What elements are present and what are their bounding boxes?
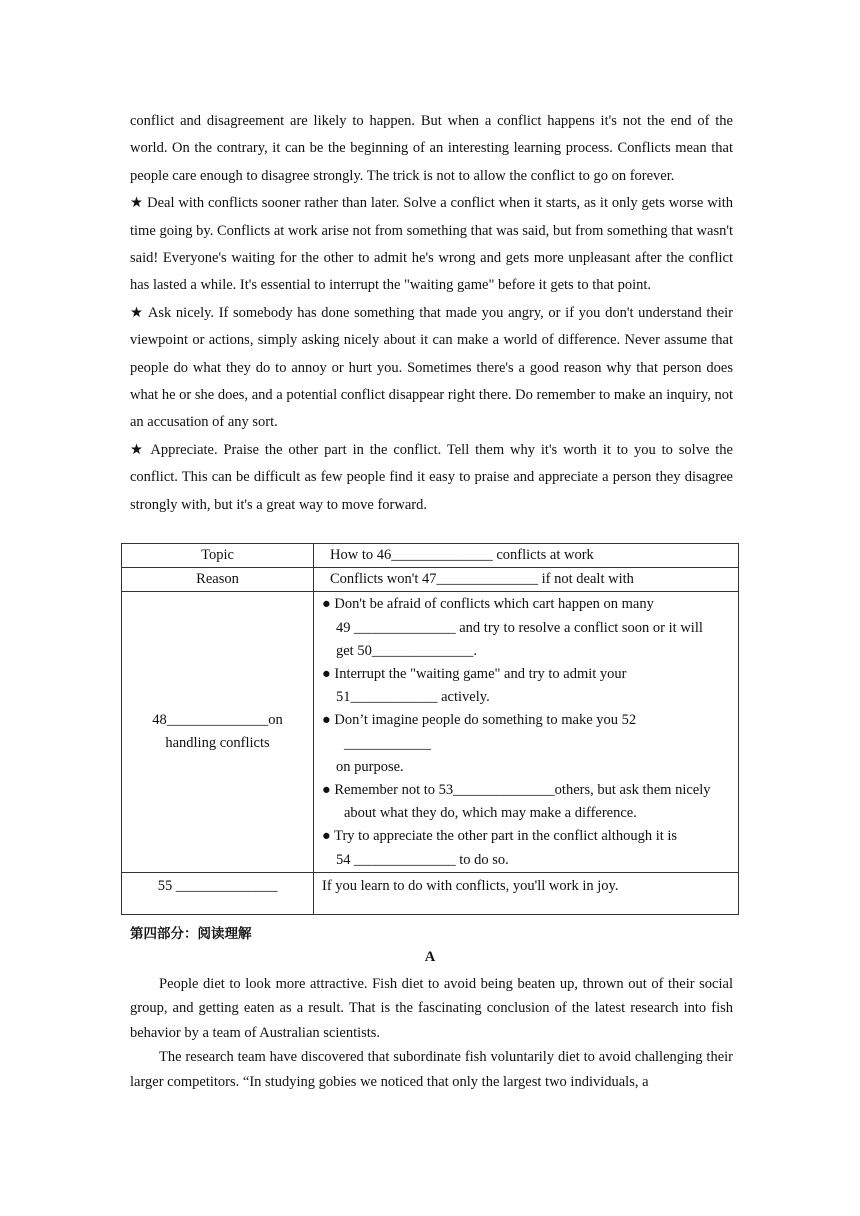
bullet-line: ____________ (344, 735, 431, 752)
section-title: 第四部分：阅读理解 (130, 926, 252, 942)
passage-paragraph: ★ Deal with conflicts sooner rather than later. Solve a conflict when it starts, as it only gets worse with time going by. Conflicts at work arise not from something that was said, but from something that wasn't said! Everyone's waiting for the other to admit he's wrong and gets more unpleasant after the conflict has lasted a while. It's essential to interrupt the "waiting game" before it gets to that point. (130, 195, 733, 294)
table-cell: Conflicts won't 47______________ if not dealt with (314, 568, 739, 592)
bullet-line: ● Interrupt the "waiting game" and try to admit your (322, 666, 627, 683)
passage-paragraph: People diet to look more attractive. Fish diet to avoid being beaten up, thrown out of their social group, and getting eaten as a result. That is the fascinating conclusion of the latest research into fish behavior by a team of Australian scientists. (130, 976, 733, 1041)
part-heading: A (424, 949, 436, 965)
table-cell: If you learn to do with conflicts, you'll work in joy. (314, 872, 739, 914)
table-row (122, 568, 739, 592)
reading-passage-a (130, 972, 733, 1094)
passage (130, 108, 733, 519)
bullet-line: about what they do, which may make a difference. (344, 805, 637, 822)
bullet-line: ● Remember not to 53______________others, but ask them nicely (322, 782, 711, 799)
table-cell: 55 ______________ (122, 872, 314, 914)
table-cell: How to 46______________ conflicts at work (314, 544, 739, 568)
bullet-line: 51____________ actively. (336, 689, 490, 706)
table-cell (314, 592, 739, 872)
table-cell: Reason (122, 568, 314, 592)
table-cell-line: handling conflicts (165, 735, 270, 752)
table-cell-line: 48______________on (152, 711, 283, 728)
table-cell: Topic (122, 544, 314, 568)
task-table (121, 543, 739, 915)
bullet-line: ● Don't be afraid of conflicts which cart happen on many (322, 596, 654, 613)
bullet-line: get 50______________. (336, 642, 477, 659)
bullet-line: 54 ______________ to do so. (336, 851, 509, 868)
table-row (122, 592, 739, 872)
bullet-line: on purpose. (336, 758, 404, 775)
table-cell (122, 592, 314, 872)
passage-paragraph: The research team have discovered that subordinate fish voluntarily diet to avoid challenging their larger competitors. “In studying gobies we noticed that only the largest two individuals, a (130, 1049, 733, 1090)
passage-paragraph: conflict and disagreement are likely to happen. But when a conflict happens it's not the end of the world. On the contrary, it can be the beginning of an interesting learning process. Conflicts mean that people care enough to disagree strongly. The trick is not to allow the conflict to go on forever. (130, 113, 733, 184)
bullet-line: 49 ______________ and try to resolve a conflict soon or it will (336, 619, 703, 636)
passage-paragraph: ★ Ask nicely. If somebody has done something that made you angry, or if you don't understand their viewpoint or actions, simply asking nicely about it can make a world of difference. Never assume that people do what they do to annoy or hurt you. Sometimes there's a good reason why that person does what he or she does, and a potential conflict disappear right there. Do remember to make an inquiry, not an accusation of any sort. (130, 304, 733, 431)
bullet-line: ● Try to appreciate the other part in the conflict although it is (322, 828, 678, 845)
table-row (122, 544, 739, 568)
passage-paragraph: ★ Appreciate. Praise the other part in the conflict. Tell them why it's worth it to you to solve the conflict. This can be difficult as few people find it easy to praise and appreciate a person they disagree strongly with, but it's a great way to move forward. (130, 441, 733, 513)
bullet-line: ● Don’t imagine people do something to make you 52 (322, 712, 637, 729)
table-row (122, 872, 739, 914)
